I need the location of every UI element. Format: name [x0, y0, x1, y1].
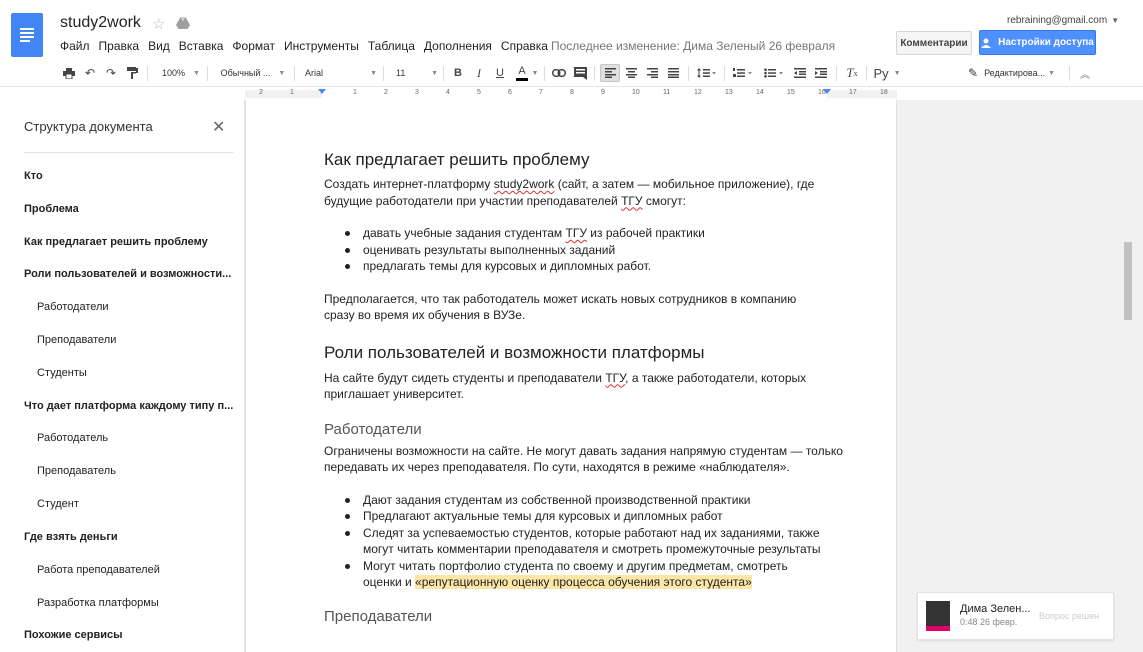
menu-addons[interactable]: Дополнения	[423, 39, 492, 53]
ruler-number: 5	[477, 89, 481, 96]
text-segment: передавать их через преподавателя. По сути, находятся в режиме «наблюдателя».	[324, 460, 790, 474]
chevron-down-icon: ▼	[1048, 69, 1056, 77]
zoom-select[interactable]	[158, 64, 204, 82]
link-icon[interactable]	[551, 64, 567, 82]
editing-mode-value: Редактирова...	[984, 68, 1046, 78]
paragraph-roles	[324, 370, 864, 403]
list-item	[324, 558, 864, 591]
document-page[interactable]	[245, 100, 897, 652]
font-size-select[interactable]	[396, 64, 438, 82]
text-segment: Предполагается, что так работодатель может искать новых сотрудников в компанию	[324, 291, 797, 306]
paragraph-employers	[324, 443, 864, 476]
ruler-number: 12	[694, 89, 702, 96]
comment-add-icon[interactable]	[572, 64, 588, 82]
ruler-number: 2	[384, 89, 388, 96]
chevron-down-icon: ▼	[1111, 16, 1120, 25]
scrollbar-track[interactable]	[1123, 100, 1133, 652]
input-tools-label: Ру	[873, 65, 889, 81]
text-segment: Следят за успеваемостью студентов, которые работают над их заданиями, также	[363, 525, 820, 540]
outline-item[interactable]: Как предлагает решить проблему	[24, 236, 208, 248]
star-icon[interactable]: ☆	[152, 16, 166, 33]
list-item: Предлагают актуальные темы для курсовых и дипломных работ	[324, 508, 864, 525]
text-segment: приглашает университет.	[324, 387, 464, 401]
text-segment: могут читать комментарии преподавателя и смотреть промежуточные результаты	[363, 542, 821, 556]
left-indent-marker[interactable]	[318, 89, 326, 94]
ruler-number: 1	[353, 89, 357, 96]
outline-item[interactable]: Работа преподавателей	[37, 564, 160, 576]
heading-teachers: Преподаватели	[324, 607, 433, 625]
menu-file[interactable]: Файл	[60, 39, 90, 53]
list-item	[324, 242, 864, 259]
chevron-down-icon: ▼	[431, 69, 438, 77]
misspelled-word[interactable]: ТГУ	[621, 193, 643, 208]
misspelled-word[interactable]: ТГУ	[565, 226, 587, 240]
ruler-number: 11	[663, 89, 671, 96]
menu-format[interactable]: Формат	[232, 39, 276, 53]
ruler-number: 7	[539, 89, 543, 96]
underline-button[interactable]: U	[496, 67, 504, 79]
ruler-number: 8	[570, 89, 574, 96]
drive-folder-icon[interactable]	[176, 17, 190, 29]
formatting-toolbar	[0, 60, 1143, 87]
text-segment: Создать интернет-платформу	[324, 177, 494, 191]
outline-item[interactable]: Студент	[37, 498, 79, 510]
outline-item[interactable]: Проблема	[24, 203, 79, 215]
menu-table[interactable]: Таблица	[367, 39, 415, 53]
ruler-number: 4	[446, 89, 450, 96]
zoom-value: 100%	[162, 68, 186, 78]
divider	[24, 152, 234, 153]
font-size-value: 11	[396, 68, 406, 78]
outline-title: Структура документа	[24, 119, 153, 134]
align-right-icon[interactable]	[644, 64, 660, 82]
chevron-down-icon: ▼	[193, 69, 200, 77]
ruler-number: 1	[290, 89, 294, 96]
chevron-down-icon: ▼	[278, 69, 286, 77]
text-color-button[interactable]	[514, 64, 530, 82]
ruler-number: 10	[632, 89, 640, 96]
outline-item[interactable]: Преподаватель	[37, 465, 116, 477]
text-color-label: A	[518, 64, 526, 77]
ruler-number: 15	[787, 89, 795, 96]
menu-bar	[60, 39, 557, 53]
resolve-status[interactable]: Вопрос решен	[1039, 611, 1100, 621]
outline-item[interactable]: Преподаватели	[37, 334, 117, 346]
outline-item[interactable]: Где взять деньги	[24, 531, 118, 543]
paint-format-icon[interactable]	[125, 64, 139, 82]
outline-item[interactable]: Разработка платформы	[37, 597, 159, 609]
avatar	[926, 601, 950, 631]
comment-author: Дима Зелен...	[960, 603, 1031, 615]
right-indent-marker[interactable]	[823, 89, 831, 94]
text-segment: будущие работодатели при участии преподавателей	[324, 193, 622, 208]
outline-item[interactable]: Работодатели	[37, 301, 109, 313]
outline-item[interactable]: Роли пользователей и возможности...	[24, 268, 232, 280]
text-segment: , а также работодатели, которых	[625, 370, 807, 385]
outline-item[interactable]: Студенты	[37, 367, 87, 379]
menu-edit[interactable]: Правка	[98, 39, 140, 53]
paragraph-style-select[interactable]	[216, 64, 290, 82]
text-segment: давать учебные задания студентам	[363, 226, 566, 240]
app-header	[0, 0, 1143, 60]
italic-button[interactable]: I	[477, 65, 481, 80]
account-switcher[interactable]	[1007, 15, 1119, 26]
ruler-text-area	[322, 90, 827, 98]
ruler-number: 3	[415, 89, 419, 96]
text-segment: сразу во время их обучения в ВУЗе.	[324, 308, 526, 322]
font-value: Arial	[305, 68, 324, 78]
list-item	[324, 525, 864, 558]
menu-help[interactable]: Справка	[500, 39, 548, 53]
share-button-label: Настройки доступа	[998, 37, 1094, 48]
outline-item[interactable]: Кто	[24, 170, 43, 182]
increase-indent-icon[interactable]	[813, 64, 829, 82]
document-title[interactable]: study2work	[60, 14, 141, 31]
redo-icon[interactable]: ↷	[105, 66, 117, 80]
comment-timestamp: 0:48 26 февр.	[960, 617, 1018, 627]
numbered-list-icon[interactable]	[730, 64, 756, 82]
menu-tools[interactable]: Инструменты	[284, 39, 359, 53]
align-justify-icon[interactable]	[665, 64, 681, 82]
decrease-indent-icon[interactable]	[792, 64, 808, 82]
chevron-down-icon: ▼	[893, 69, 901, 77]
text-segment: предлагать темы для курсовых и дипломных работ.	[363, 259, 652, 273]
commented-text-highlight[interactable]: «репутационную оценку процесса обучения этого студента»	[415, 575, 752, 589]
heading-how-solve: Как предлагает решить проблему	[324, 150, 590, 169]
bold-button[interactable]: B	[454, 67, 462, 79]
share-button[interactable]	[979, 30, 1096, 55]
employers-bullet-list	[324, 492, 864, 591]
comments-button[interactable]: Комментарии	[896, 31, 972, 55]
document-outline-panel	[12, 100, 245, 652]
misspelled-word[interactable]: study2work	[493, 177, 555, 191]
text-segment: из рабочей практики	[586, 226, 705, 240]
list-item	[324, 258, 864, 275]
last-edit-link[interactable]: Последнее изменение: Дима Зеленый 26 февраля	[551, 39, 836, 53]
heading-employers: Работодатели	[324, 420, 422, 438]
ruler-number: 17	[849, 89, 857, 96]
document-canvas	[245, 100, 1143, 652]
text-color-swatch	[516, 78, 528, 81]
paragraph-assume	[324, 291, 864, 324]
bulleted-list-icon[interactable]	[761, 64, 787, 82]
text-segment: Ограничены возможности на сайте. Не могут давать задания напрямую студентам — только	[324, 443, 843, 458]
chevron-down-icon[interactable]: ▼	[531, 69, 539, 77]
collapse-menus-icon[interactable]: ︽	[1080, 69, 1090, 81]
align-left-icon[interactable]	[600, 64, 620, 82]
editing-mode-select[interactable]	[968, 64, 1064, 82]
ruler-number: 14	[756, 89, 764, 96]
document-body[interactable]	[324, 150, 864, 625]
clear-formatting-icon[interactable]: T x	[846, 65, 858, 80]
paragraph-solve	[324, 176, 864, 209]
scrollbar-thumb[interactable]	[1124, 242, 1132, 320]
ruler-number: 16	[818, 89, 826, 96]
text-segment: На сайте будут сидеть студенты и преподаватели	[324, 370, 606, 385]
outline-item[interactable]: Что дает платформа каждому типу п...	[24, 400, 234, 412]
person-add-icon	[981, 38, 993, 48]
ruler-number: 13	[725, 89, 733, 96]
account-email: rebraining@gmail.com	[1007, 15, 1108, 26]
pencil-icon: ✎	[968, 66, 979, 80]
chevron-down-icon: ▼	[370, 69, 377, 77]
ruler-number: 2	[259, 89, 263, 96]
menu-insert[interactable]: Вставка	[178, 39, 224, 53]
misspelled-word[interactable]: ТГУ	[605, 370, 626, 385]
text-segment: оценивать результаты выполненных заданий	[363, 242, 616, 257]
outline-item[interactable]: Похожие сервисы	[24, 629, 123, 641]
docs-logo-icon[interactable]	[11, 13, 43, 57]
print-icon[interactable]	[62, 64, 76, 82]
text-segment: смогут:	[642, 193, 687, 208]
list-item	[324, 225, 864, 242]
ruler-number: 18	[880, 89, 888, 96]
horizontal-ruler[interactable]	[245, 89, 897, 99]
align-center-icon[interactable]	[623, 64, 639, 82]
ruler-number: 6	[508, 89, 512, 96]
list-item: Дают задания студентам из собственной производственной практики	[324, 492, 864, 509]
comment-card[interactable]	[917, 592, 1114, 640]
undo-icon[interactable]: ↶	[84, 66, 96, 80]
text-segment: (сайт, а затем — мобильное приложение), где	[554, 177, 815, 191]
close-icon[interactable]: ✕	[212, 117, 226, 136]
paragraph-style-value: Обычный ...	[220, 68, 271, 78]
font-select[interactable]	[305, 64, 377, 82]
menu-view[interactable]: Вид	[148, 39, 170, 53]
text-segment: оценки и	[363, 575, 416, 589]
outline-item[interactable]: Работодатель	[37, 432, 109, 444]
line-spacing-icon[interactable]	[694, 64, 720, 82]
input-tools-button[interactable]	[872, 64, 902, 82]
ruler-number: 9	[601, 89, 605, 96]
text-segment: Могут читать портфолио студента по своему и другим предметам, смотреть	[363, 558, 788, 573]
heading-roles: Роли пользователей и возможности платформы	[324, 342, 705, 362]
solve-bullet-list	[324, 225, 864, 275]
